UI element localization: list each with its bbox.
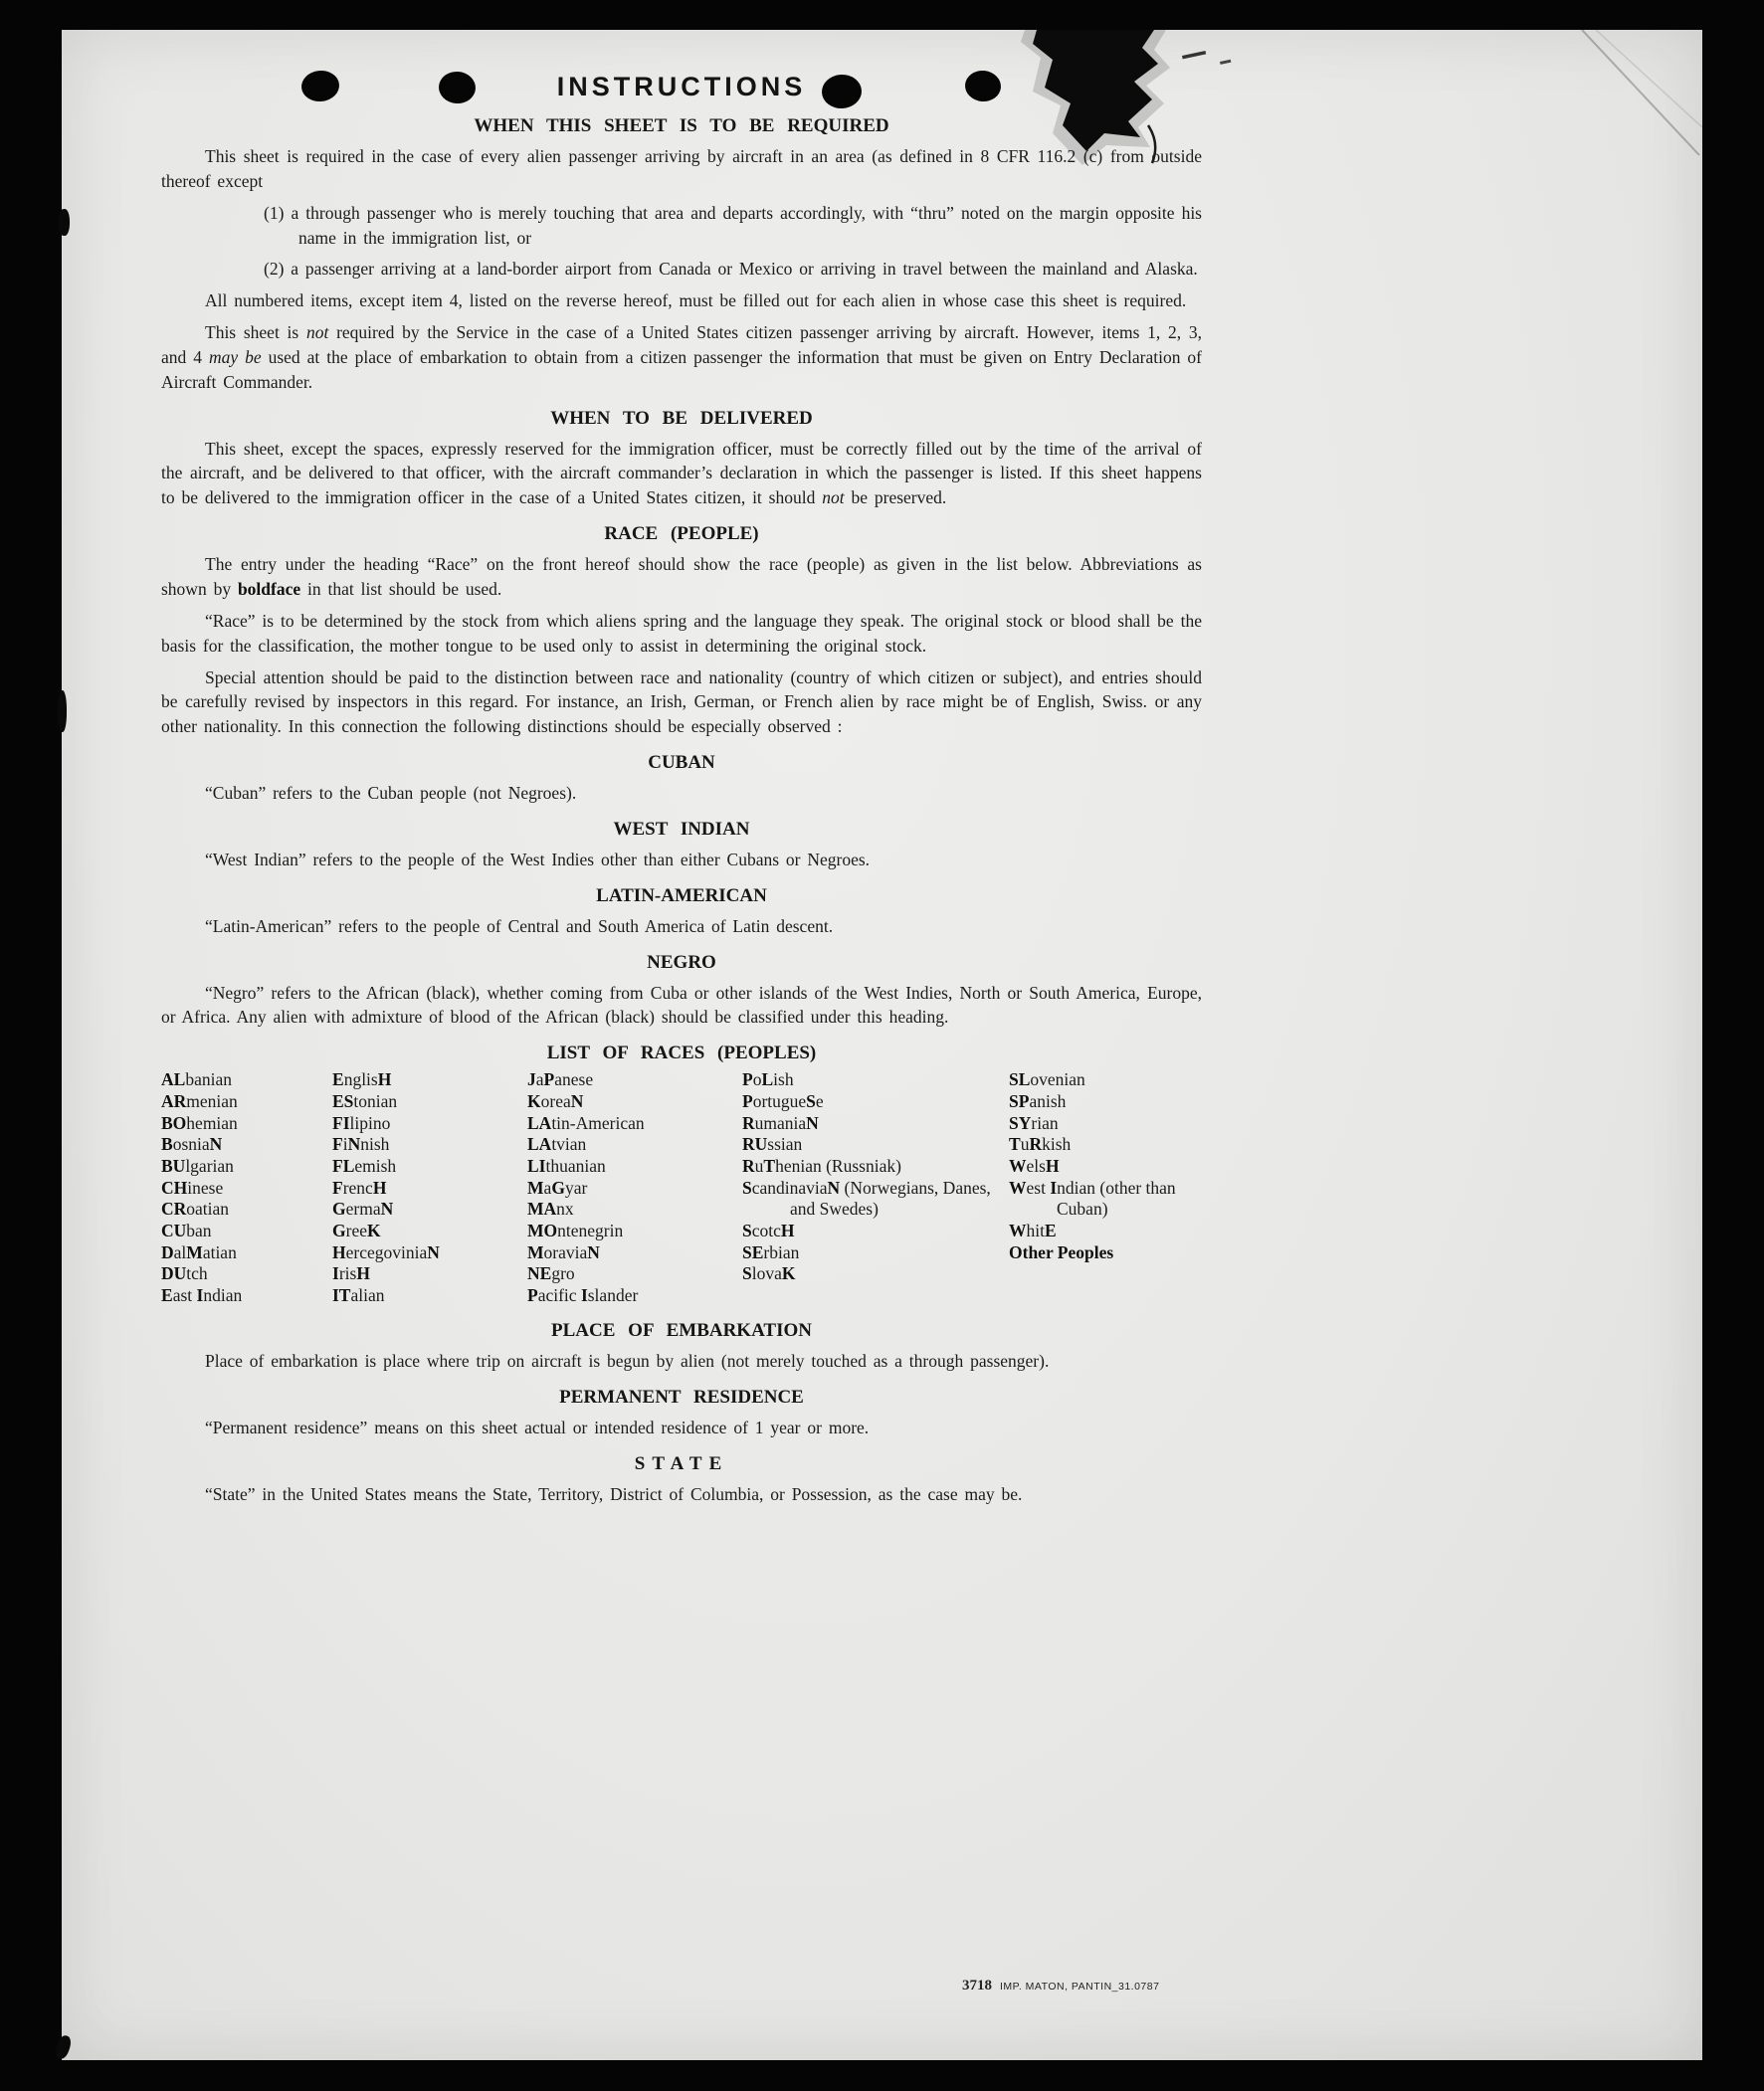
paragraph-embarkation: Place of embarkation is place where trip on aircraft is begun by alien (not merely touched as a through passenger). [205,1350,1050,1371]
race-item: SLovenian [1009,1069,1085,1090]
race-item: EnglisH [332,1069,392,1090]
race-item: BosniaN [161,1134,223,1155]
paper-sheet [62,30,1702,2060]
race-item: ARmenian [161,1090,238,1111]
section-heading-when-delivered: WHEN TO BE DELIVERED [550,407,813,429]
race-item: Pacific Islander [527,1285,639,1306]
race-item: WelsH [1009,1156,1060,1176]
race-item: EStonian [332,1090,398,1111]
section-heading-state: STATE [634,1452,729,1474]
printer-imprint [962,1978,1159,1995]
race-item: LAtvian [527,1134,587,1155]
race-item: Other Peoples [1009,1241,1114,1262]
paragraph-negro: “Negro” refers to the African (black), whether coming from Cuba or other islands of the West Indies, North or South America, Europe, or Africa. Any alien with admixture of blood of the African (black) should be classified under this heading. [161,982,1202,1028]
races-column-5 [1009,1069,1202,1307]
paragraph-cuban: “Cuban” refers to the Cuban people (not Negroes). [205,783,577,804]
race-item: West Indian (other than Cuban) [1009,1177,1176,1220]
race-item: BUlgarian [161,1156,234,1176]
race-item: IrisH [332,1263,370,1284]
race-item: CUban [161,1221,212,1241]
paragraph-latin-american: “Latin-American” refers to the people of Central and South America of Latin descent. [205,915,834,936]
section-heading-when-required: WHEN THIS SHEET IS TO BE REQUIRED [474,115,889,136]
race-item: CHinese [161,1177,224,1198]
race-item: MaGyar [527,1177,588,1198]
edge-speck [59,209,70,236]
imprint-text: IMP. MATON, PANTIN_31.0787 [1000,1981,1160,1993]
race-item: SlovaK [742,1263,796,1284]
race-item: DalMatian [161,1241,237,1262]
race-item: ITalian [332,1285,385,1306]
paragraph-west-indian: “West Indian” refers to the people of the West Indies other than either Cubans or Negroes. [205,849,871,869]
race-item: LAtin-American [527,1112,645,1133]
paragraph-when-required-intro: This sheet is required in the case of every alien passenger arriving by aircraft in an area (as defined in 8 CFR 116.2 (c) from outside thereof except [161,146,1202,191]
document-content [161,72,1202,1513]
races-list [161,1069,1202,1307]
race-item: PortugueSe [742,1090,824,1111]
race-item: GreeK [332,1221,381,1241]
edge-speck [54,2034,74,2061]
race-item: PoLish [742,1069,794,1090]
section-heading-race-people: RACE (PEOPLE) [604,523,759,545]
section-heading-cuban: CUBAN [648,752,715,774]
section-heading-embarkation: PLACE OF EMBARKATION [551,1319,812,1341]
form-number: 3718 [962,1978,992,1994]
race-item: LIthuanian [527,1156,606,1176]
race-item: NEgro [527,1263,575,1284]
list-item-1: (1) a through passenger who is merely touching that area and departs accordingly, with “thru” noted on the margin opposite his name in the immigration list, or [264,202,1202,248]
race-item: RUssian [742,1134,803,1155]
paragraph-race-3: Special attention should be paid to the distinction between race and nationality (country of which citizen or subject), and entries should be carefully revised by inspectors in this regard. For instance, an Irish, German, or French alien by race might be of English, Swiss. or any other nationality. In this connection the following distinctions should be especially observed : [161,666,1202,737]
edge-speck [58,690,67,732]
race-item: ScandinaviaN (Norwegians, Danes, and Swedes) [742,1177,991,1220]
race-item: KoreaN [527,1090,584,1111]
paragraph-state: “State” in the United States means the State, Territory, District of Columbia, or Possession, as the case may be. [205,1483,1023,1504]
race-item: DUtch [161,1263,208,1284]
paragraph-not-required: This sheet is not required by the Service in the case of a United States citizen passenger arriving by aircraft. However, items 1, 2, 3, and 4 may be used at the place of embarkation to obtain from a citizen passenger the information that must be given on Entry Declaration of Aircraft Commander. [161,322,1202,392]
races-column-1 [161,1069,332,1307]
list-item-2: (2) a passenger arriving at a land-border airport from Canada or Mexico or arriving in travel between the mainland and Alaska. [264,259,1198,280]
race-item: GermaN [332,1199,394,1220]
race-item: SPanish [1009,1090,1067,1111]
races-column-4 [742,1069,1009,1307]
section-heading-permanent-residence: PERMANENT RESIDENCE [559,1386,804,1408]
page-title: INSTRUCTIONS [556,72,807,101]
race-item: BOhemian [161,1112,238,1133]
paragraph-all-items: All numbered items, except item 4, listed on the reverse hereof, must be filled out for each alien in whose case this sheet is required. [205,290,1187,311]
paragraph-race-2: “Race” is to be determined by the stock from which aliens spring and the language they speak. The original stock or blood shall be the basis for the classification, the mother tongue to be used only to assist in determining the original stock. [161,610,1202,656]
race-item: CRoatian [161,1199,230,1220]
race-item: FIlipino [332,1112,391,1133]
section-heading-latin-american: LATIN-AMERICAN [596,884,767,906]
paragraph-race-1: The entry under the heading “Race” on the front hereof should show the race (people) as given in the list below. Abbreviations as shown by boldface in that list should be used. [161,554,1202,599]
race-item: MOntenegrin [527,1221,624,1241]
race-item: SErbian [742,1241,800,1262]
race-item: JaPanese [527,1069,594,1090]
races-column-3 [527,1069,742,1307]
race-item: FiNnish [332,1134,390,1155]
section-heading-negro: NEGRO [647,951,716,973]
race-item: ScotcH [742,1221,795,1241]
races-column-2 [332,1069,527,1307]
race-item: ALbanian [161,1069,232,1090]
race-item: RumaniaN [742,1112,819,1133]
race-item: WhitE [1009,1221,1057,1241]
paragraph-when-delivered: This sheet, except the spaces, expressly reserved for the immigration officer, must be correctly filled out by the time of the arrival of the aircraft, and be delivered to that officer, with the aircraft commander’s declaration in which the passenger is listed. If this sheet happens to be delivered to the immigration officer in the case of a United States citizen, it should not be preserved. [161,438,1202,508]
section-heading-west-indian: WEST INDIAN [613,818,750,840]
race-item: MAnx [527,1199,574,1220]
race-item: FrencH [332,1177,387,1198]
race-item: SYrian [1009,1112,1059,1133]
section-heading-list-of-races: LIST OF RACES (PEOPLES) [546,1043,817,1064]
race-item: TuRkish [1009,1134,1072,1155]
race-item: MoraviaN [527,1241,600,1262]
race-item: RuThenian (Russniak) [742,1156,901,1176]
paragraph-permanent-residence: “Permanent residence” means on this sheet actual or intended residence of 1 year or more. [205,1417,870,1437]
race-item: East Indian [161,1285,243,1306]
race-item: HercegoviniaN [332,1241,440,1262]
race-item: FLemish [332,1156,397,1176]
